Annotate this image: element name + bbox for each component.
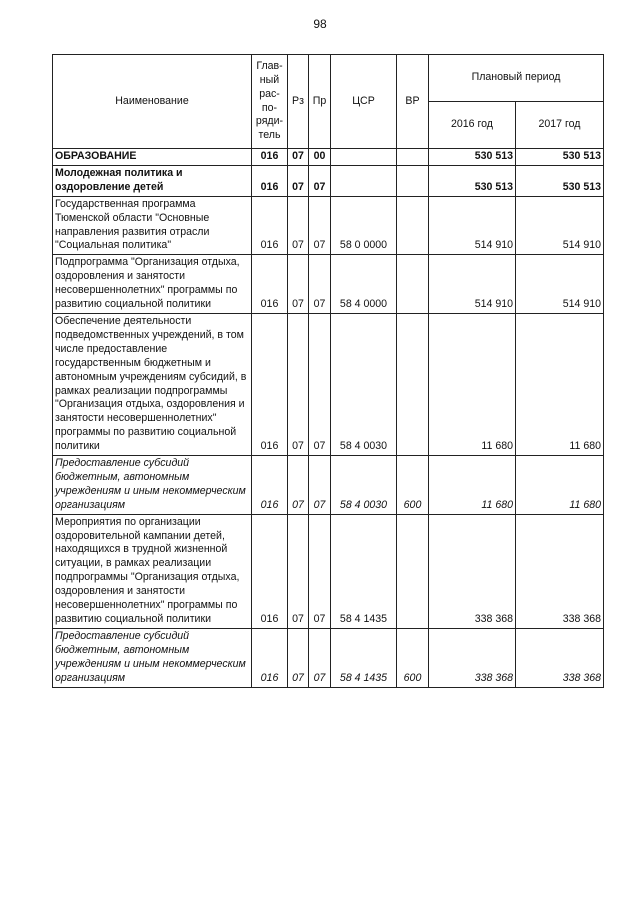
cell-y2016: 11 680 bbox=[429, 313, 516, 455]
cell-pr: 07 bbox=[309, 196, 331, 255]
cell-y2017: 11 680 bbox=[516, 456, 604, 515]
cell-rz: 07 bbox=[288, 628, 309, 687]
cell-rz: 07 bbox=[288, 313, 309, 455]
cell-name: Предоставление субсидий бюджетным, автономным учреждениям и иным некоммерческим организациям bbox=[53, 456, 252, 515]
cell-csr: 58 4 0000 bbox=[331, 255, 397, 314]
cell-name: Государственная программа Тюменской области "Основные направления развития отрасли "Социальная политика" bbox=[53, 196, 252, 255]
cell-pr: 07 bbox=[309, 456, 331, 515]
table-row bbox=[53, 313, 604, 455]
cell-grbs: 016 bbox=[252, 255, 288, 314]
budget-table bbox=[52, 54, 604, 688]
cell-csr bbox=[331, 149, 397, 166]
cell-rz: 07 bbox=[288, 165, 309, 196]
cell-y2017: 514 910 bbox=[516, 255, 604, 314]
cell-csr bbox=[331, 165, 397, 196]
cell-rz: 07 bbox=[288, 514, 309, 628]
cell-pr: 07 bbox=[309, 255, 331, 314]
cell-vr: 600 bbox=[397, 456, 429, 515]
table-row bbox=[53, 628, 604, 687]
cell-y2016: 338 368 bbox=[429, 514, 516, 628]
cell-vr bbox=[397, 514, 429, 628]
cell-vr: 600 bbox=[397, 628, 429, 687]
cell-pr: 07 bbox=[309, 165, 331, 196]
header-rz: Рз bbox=[288, 55, 309, 149]
header-name: Наименование bbox=[53, 55, 252, 149]
cell-csr: 58 4 0030 bbox=[331, 313, 397, 455]
table-row bbox=[53, 165, 604, 196]
cell-y2017: 338 368 bbox=[516, 628, 604, 687]
cell-y2017: 530 513 bbox=[516, 149, 604, 166]
cell-y2016: 338 368 bbox=[429, 628, 516, 687]
cell-csr: 58 4 0030 bbox=[331, 456, 397, 515]
cell-rz: 07 bbox=[288, 196, 309, 255]
header-csr: ЦСР bbox=[331, 55, 397, 149]
cell-y2016: 530 513 bbox=[429, 149, 516, 166]
cell-vr bbox=[397, 196, 429, 255]
cell-y2016: 11 680 bbox=[429, 456, 516, 515]
cell-vr bbox=[397, 149, 429, 166]
cell-grbs: 016 bbox=[252, 628, 288, 687]
header-year-2016: 2016 год bbox=[429, 102, 516, 149]
cell-csr: 58 4 1435 bbox=[331, 514, 397, 628]
page-number: 98 bbox=[313, 17, 327, 31]
cell-y2016: 514 910 bbox=[429, 196, 516, 255]
cell-name: Мероприятия по организации оздоровительной кампании детей, находящихся в трудной жизненной ситуации, в рамках реализации подпрограммы "Организация отдыха, оздоровления и занятости несовершеннолетних" программы по развитию социальной политики bbox=[53, 514, 252, 628]
header-planned-period: Плановый период bbox=[429, 55, 604, 102]
cell-rz: 07 bbox=[288, 456, 309, 515]
cell-vr bbox=[397, 313, 429, 455]
table-row bbox=[53, 255, 604, 314]
cell-y2017: 530 513 bbox=[516, 165, 604, 196]
table-body bbox=[53, 149, 604, 688]
cell-rz: 07 bbox=[288, 149, 309, 166]
table-row bbox=[53, 514, 604, 628]
cell-grbs: 016 bbox=[252, 149, 288, 166]
cell-name: Обеспечение деятельности подведомственных учреждений, в том числе предоставление государственным бюджетным и автономным учреждениям субсидий, в рамках реализации подпрограммы "Организация отдыха, оздоровления и занятости несовершеннолетних" программы по развитию социальной политики bbox=[53, 313, 252, 455]
cell-pr: 07 bbox=[309, 313, 331, 455]
cell-name: Подпрограмма "Организация отдыха, оздоровления и занятости несовершеннолетних" программы по развитию социальной политики bbox=[53, 255, 252, 314]
cell-grbs: 016 bbox=[252, 196, 288, 255]
cell-y2017: 11 680 bbox=[516, 313, 604, 455]
cell-name: Молодежная политика и оздоровление детей bbox=[53, 165, 252, 196]
table-row bbox=[53, 456, 604, 515]
cell-grbs: 016 bbox=[252, 165, 288, 196]
cell-name: ОБРАЗОВАНИЕ bbox=[53, 149, 252, 166]
cell-pr: 00 bbox=[309, 149, 331, 166]
cell-pr: 07 bbox=[309, 514, 331, 628]
cell-y2017: 514 910 bbox=[516, 196, 604, 255]
cell-vr bbox=[397, 255, 429, 314]
table-row bbox=[53, 149, 604, 166]
cell-y2016: 530 513 bbox=[429, 165, 516, 196]
table-row bbox=[53, 196, 604, 255]
cell-y2017: 338 368 bbox=[516, 514, 604, 628]
header-grbs: Глав-ный рас-по-ряди-тель bbox=[252, 55, 288, 149]
cell-csr: 58 4 1435 bbox=[331, 628, 397, 687]
cell-vr bbox=[397, 165, 429, 196]
header-vr: ВР bbox=[397, 55, 429, 149]
cell-grbs: 016 bbox=[252, 456, 288, 515]
cell-grbs: 016 bbox=[252, 514, 288, 628]
cell-grbs: 016 bbox=[252, 313, 288, 455]
cell-rz: 07 bbox=[288, 255, 309, 314]
header-pr: Пр bbox=[309, 55, 331, 149]
cell-name: Предоставление субсидий бюджетным, автономным учреждениям и иным некоммерческим организациям bbox=[53, 628, 252, 687]
header-year-2017: 2017 год bbox=[516, 102, 604, 149]
cell-y2016: 514 910 bbox=[429, 255, 516, 314]
cell-pr: 07 bbox=[309, 628, 331, 687]
cell-csr: 58 0 0000 bbox=[331, 196, 397, 255]
